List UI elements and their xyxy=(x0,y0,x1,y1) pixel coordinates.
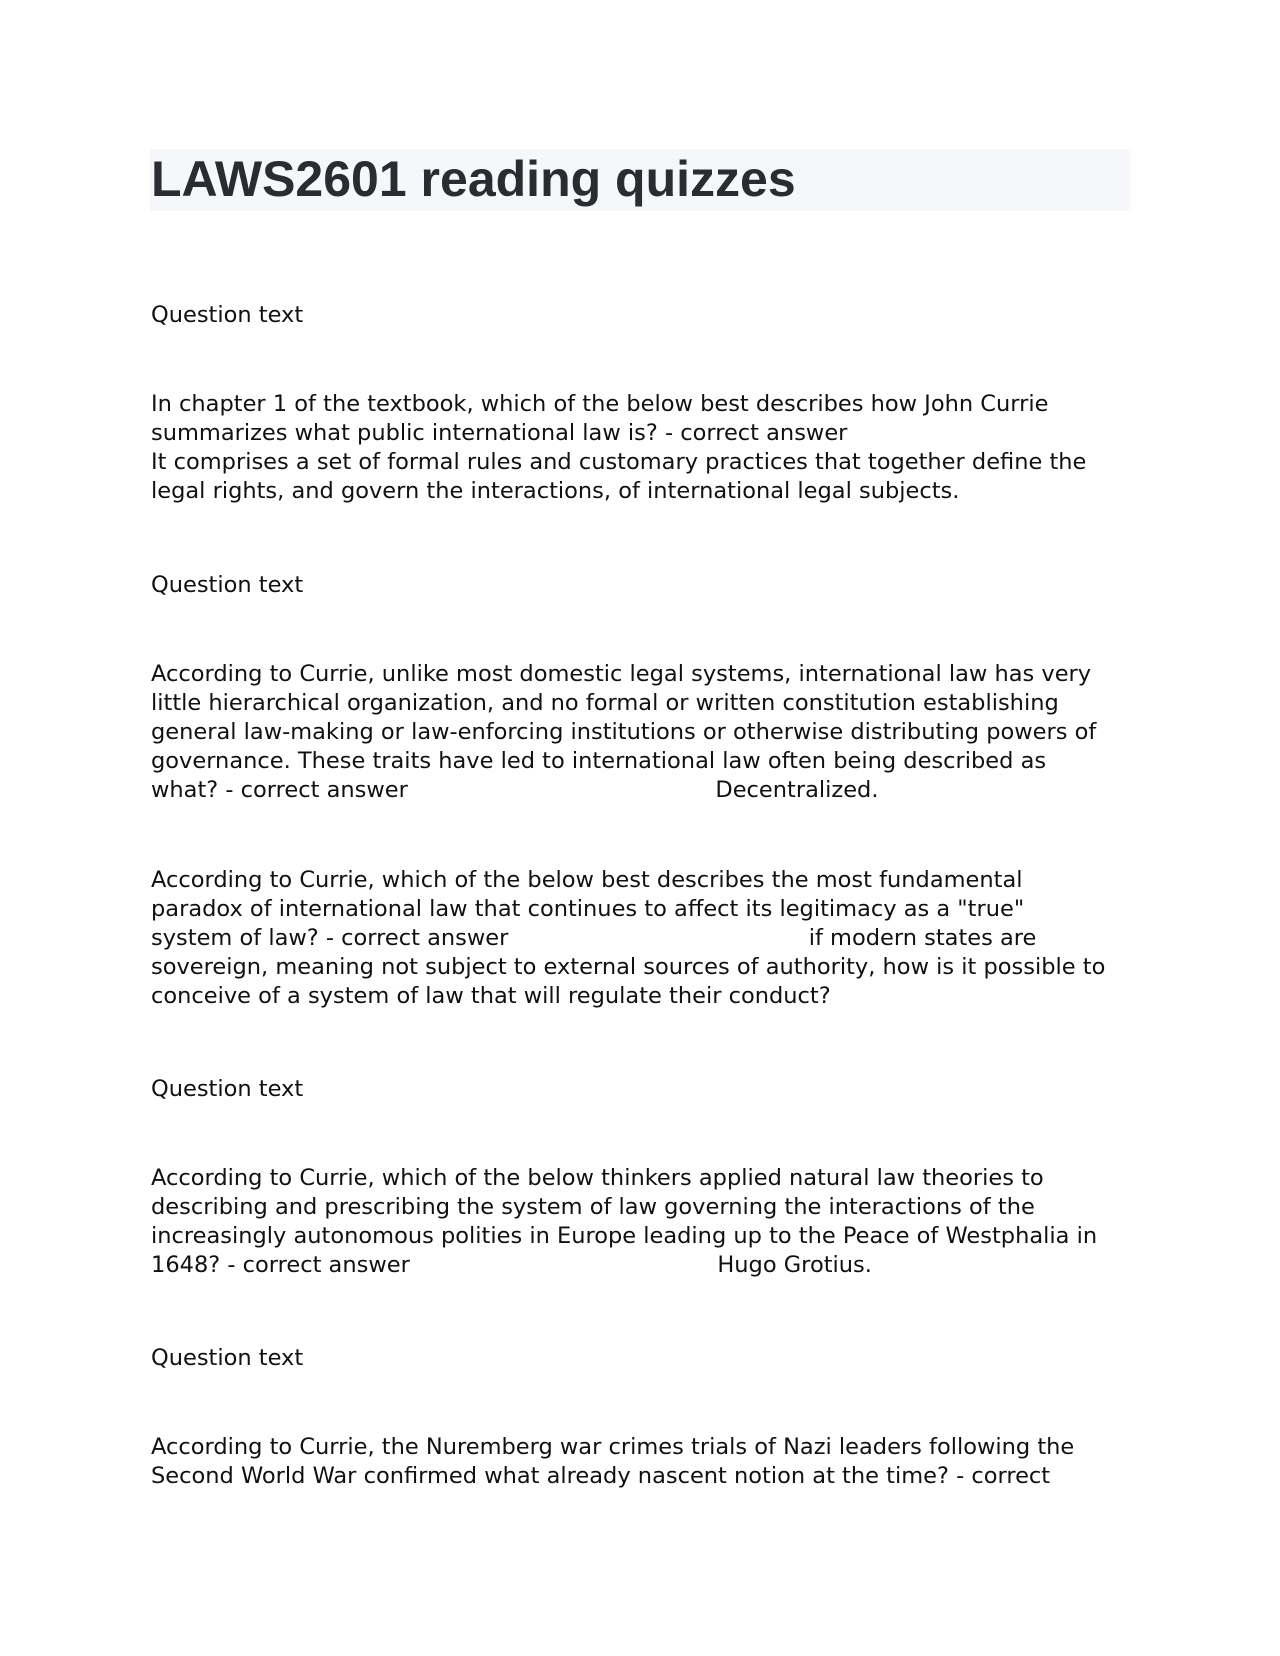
question-heading: Question text xyxy=(151,302,304,328)
question-heading: Question text xyxy=(151,1345,304,1371)
question-answer-text: According to Currie, which of the below thinkers applied natural law theories to describing and prescribing the system of law governing the interactions of the increasingly autonomous polities in Europe leading up to the Peace of Westphalia in 1648? - correct answer Hugo Grotius. xyxy=(151,1165,1098,1278)
question-heading: Question text xyxy=(151,1076,304,1102)
question-answer-text: According to Currie, unlike most domestic legal systems, international law has very little hierarchical organization, and no formal or written constitution establishing general law-making or law-enforcing institutions or otherwise distributing powers of governance. These traits have led to international law often being described as what? - correct answer Decentralized. xyxy=(151,661,1097,803)
document-title: LAWS2601 reading quizzes xyxy=(151,151,796,207)
question-answer-text: According to Currie, which of the below best describes the most fundamental paradox of international law that continues to affect its legitimacy as a "true" system of law? - correct answer if modern states are sovereign, meaning not subject to external sources of authority, how is it possible to conceive of a system of law that will regulate their conduct? xyxy=(151,867,1106,1009)
question-heading: Question text xyxy=(151,572,304,598)
question-answer-text: According to Currie, the Nuremberg war crimes trials of Nazi leaders following the Second World War confirmed what already nascent notion at the time? - correct xyxy=(151,1434,1075,1489)
question-answer-text: In chapter 1 of the textbook, which of the below best describes how John Currie summarizes what public international law is? - correct answer It comprises a set of formal rules and customary practices that together define the legal rights, and govern the interactions, of international legal subjects. xyxy=(151,391,1087,504)
